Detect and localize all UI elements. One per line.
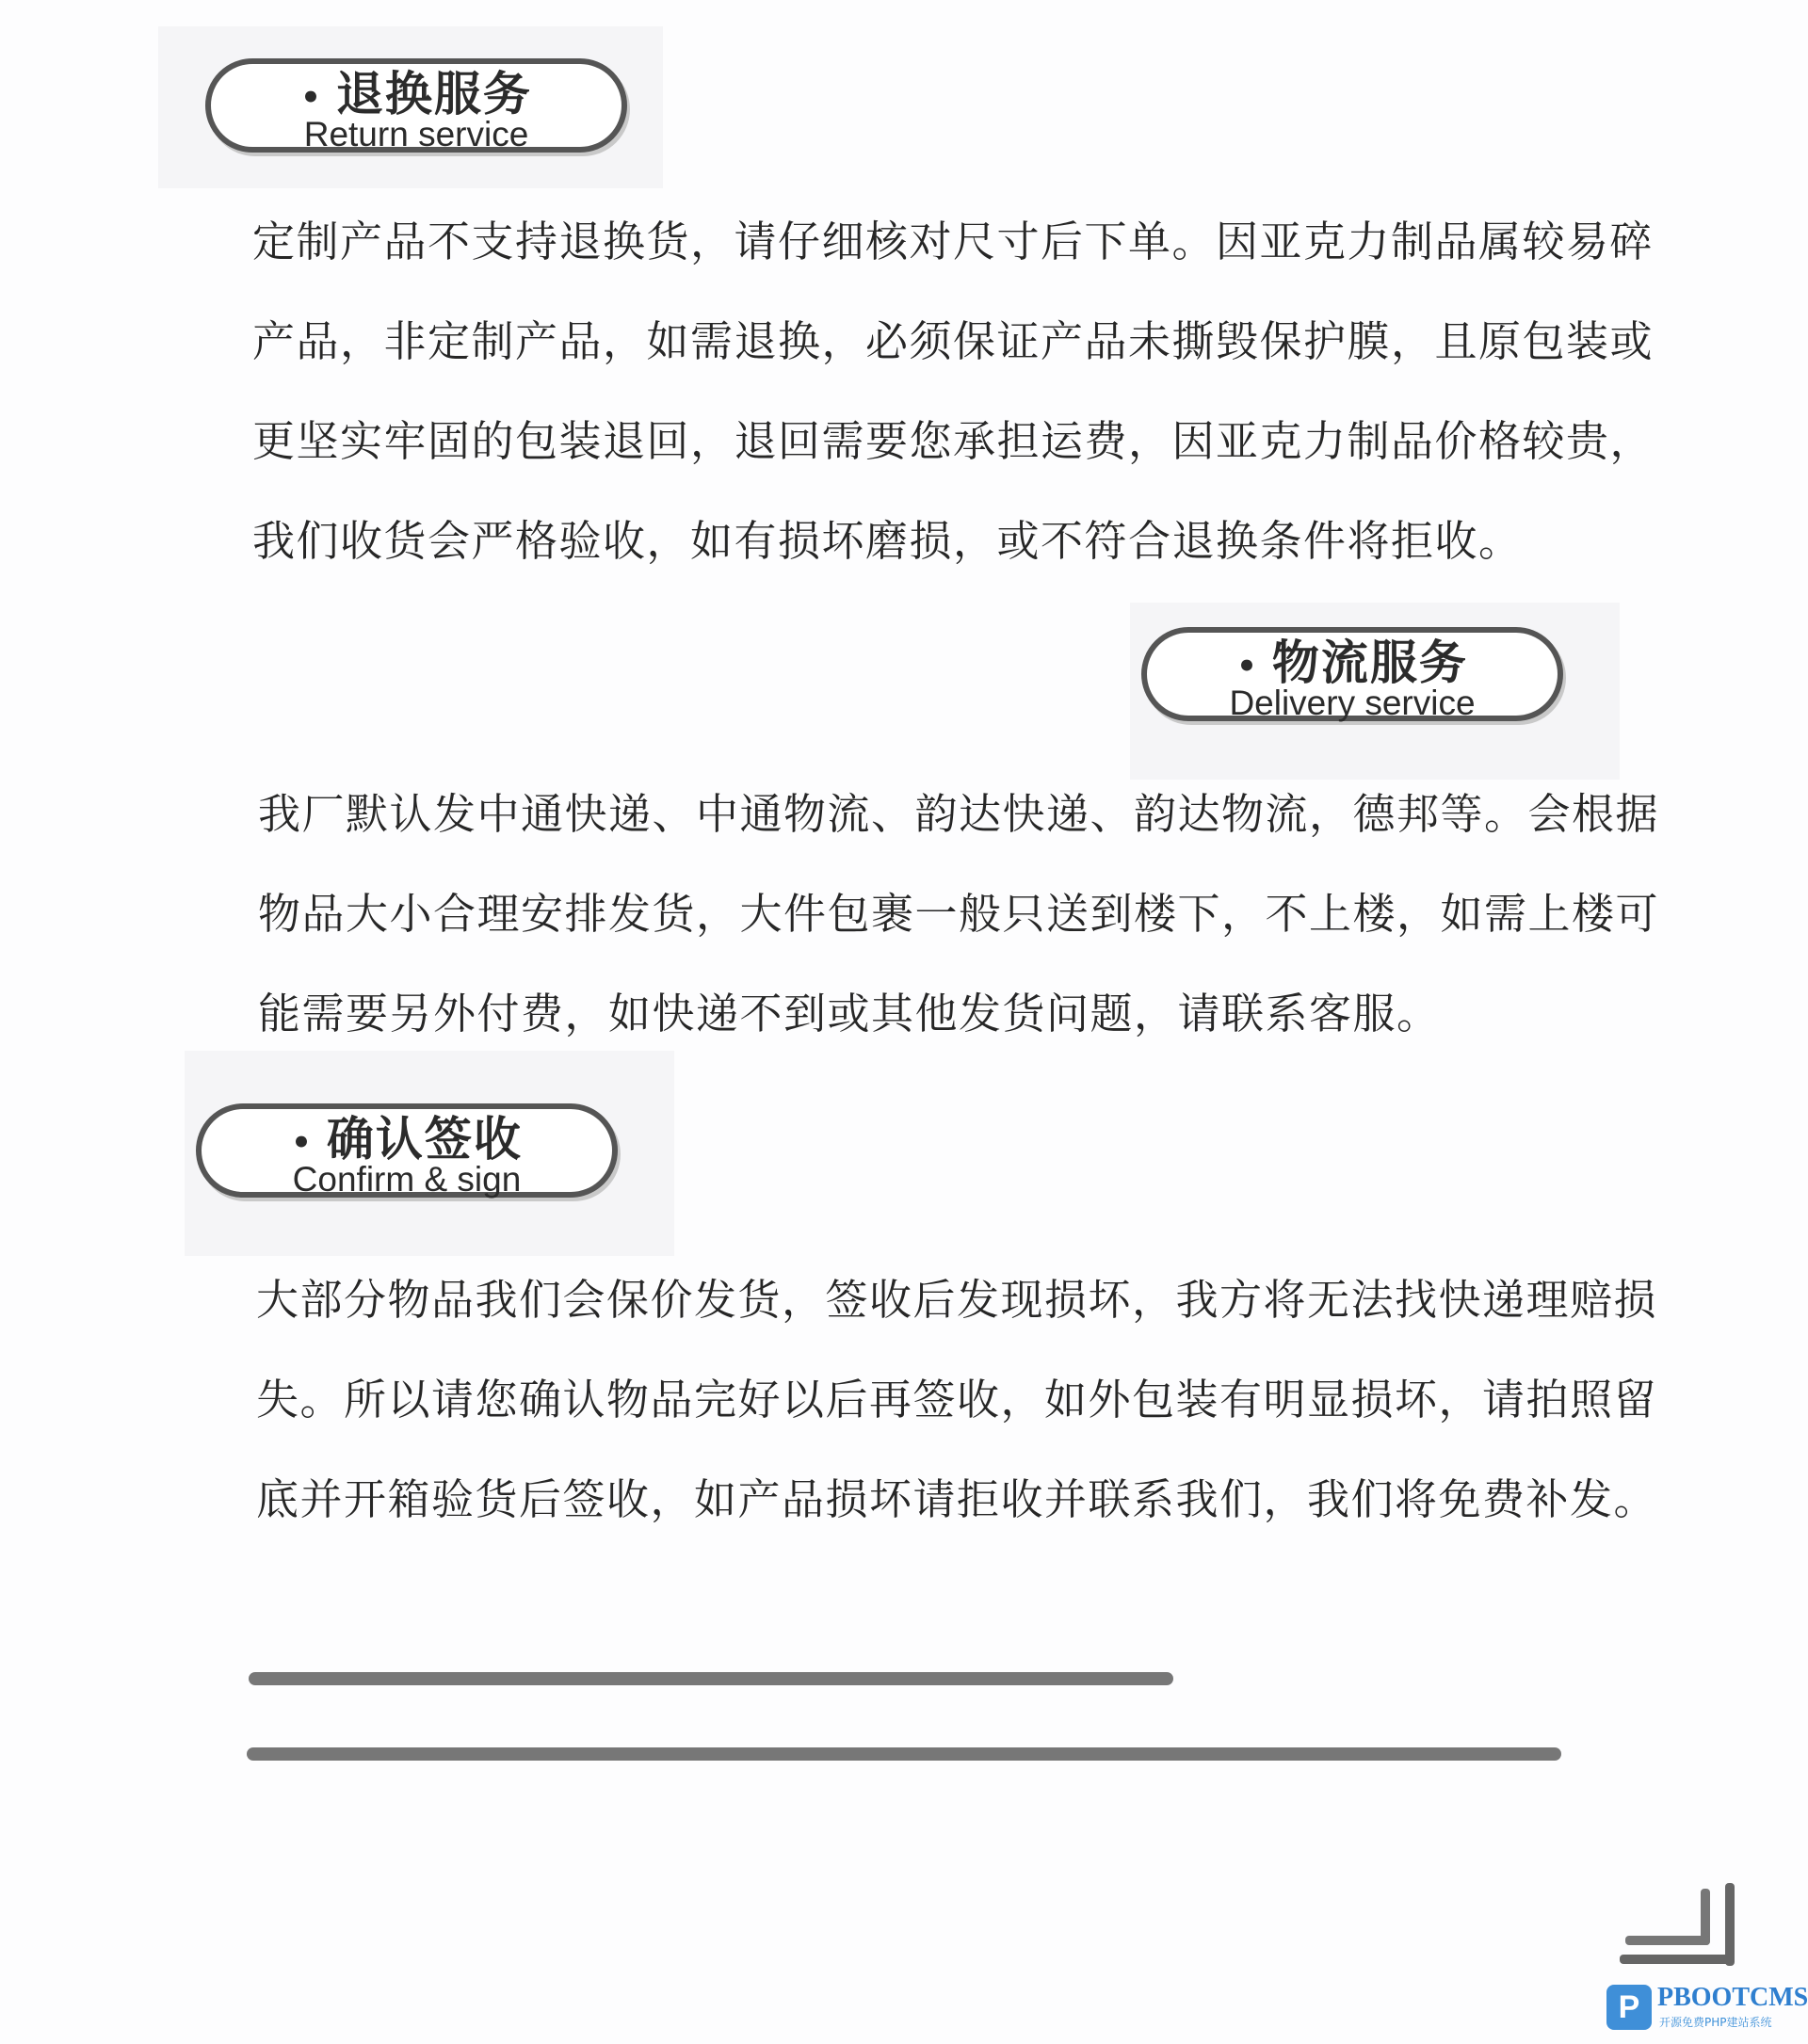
paragraph-line: 大部分物品我们会保价发货，签收后发现损坏，我方将无法找快递理赔损	[256, 1275, 1658, 1325]
bullet-dot: •	[300, 78, 323, 117]
decorative-bar-long	[247, 1747, 1561, 1761]
delivery-service-badge	[1141, 627, 1563, 721]
confirm-sign-badge	[196, 1103, 618, 1198]
confirm-sign-text	[256, 1250, 1658, 1550]
bullet-dot: •	[291, 1123, 314, 1162]
bullet-dot: •	[1236, 647, 1259, 685]
pbootcms-tagline: 开源免费PHP建站系统	[1659, 2016, 1772, 2029]
delivery-service-title-cn: 物流服务	[1271, 636, 1468, 690]
pbootcms-watermark	[1606, 1983, 1808, 2036]
paragraph-line: 我厂默认发中通快递、中通物流、韵达快递、韵达物流，德邦等。会根据	[258, 789, 1660, 839]
pbootcms-logo-icon: P	[1606, 1985, 1652, 2030]
paragraph-line: 失。所以请您确认物品完好以后再签收，如外包装有明显损坏，请拍照留	[256, 1375, 1658, 1424]
pbootcms-name: PBOOTCMS	[1657, 1983, 1808, 2012]
return-service-title-cn: 退换服务	[335, 67, 532, 121]
return-service-title-en: Return service	[303, 115, 529, 153]
delivery-service-title-en: Delivery service	[1229, 684, 1476, 722]
return-service-badge	[205, 58, 627, 153]
paragraph-line: 更坚实牢固的包装退回，退回需要您承担运费，因亚克力制品价格较贵，	[252, 416, 1655, 466]
paragraph-line: 定制产品不支持退换货，请仔细核对尺寸后下单。因亚克力制品属较易碎	[252, 217, 1655, 266]
paragraph-line: 物品大小合理安排发货，大件包裹一般只送到楼下，不上楼，如需上楼可	[258, 889, 1660, 939]
delivery-service-text	[258, 764, 1660, 1064]
paragraph-line: 底并开箱验货后签收，如产品损坏请拒收并联系我们，我们将免费补发。	[256, 1474, 1658, 1524]
return-service-text	[252, 192, 1655, 591]
paragraph-line: 产品，非定制产品，如需退换，必须保证产品未撕毁保护膜，且原包装或	[252, 316, 1655, 366]
paragraph-line: 我们收货会严格验收，如有损坏磨损，或不符合退换条件将拒收。	[252, 516, 1523, 566]
corner-bracket-icon	[1620, 1883, 1752, 1968]
decorative-bar-short	[249, 1672, 1173, 1685]
paragraph-line: 能需要另外付费，如快递不到或其他发货问题，请联系客服。	[258, 989, 1441, 1038]
confirm-sign-title-cn: 确认签收	[326, 1112, 523, 1167]
confirm-sign-title-en: Confirm & sign	[292, 1160, 522, 1199]
